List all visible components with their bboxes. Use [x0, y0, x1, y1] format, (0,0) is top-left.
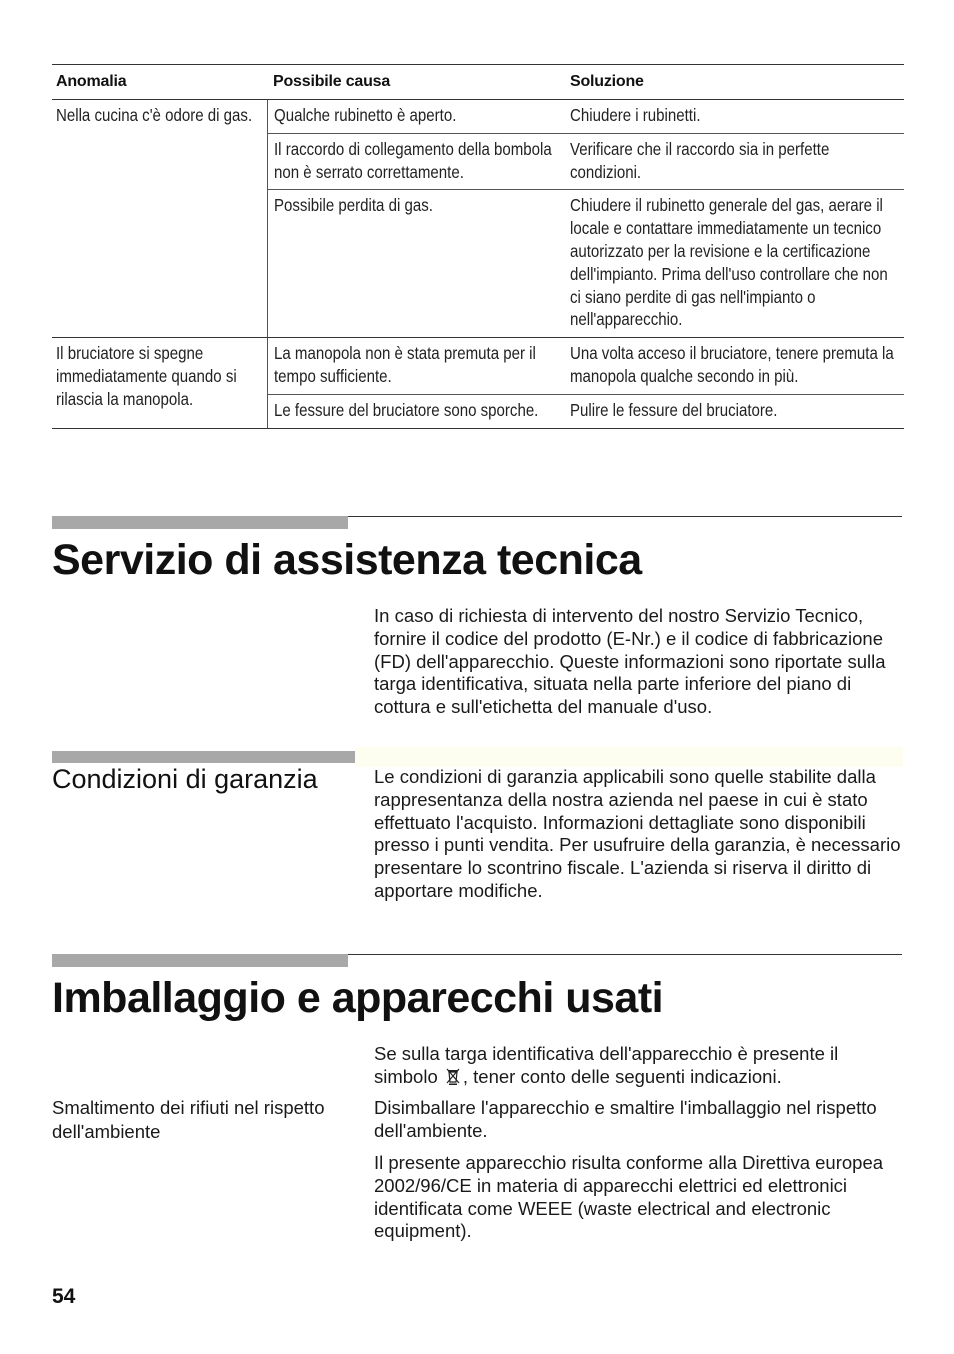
cause-text: Le fessure del bruciatore sono sporche. — [274, 399, 539, 420]
section-bar — [52, 516, 348, 529]
table-row — [267, 100, 904, 134]
table-group-gas-smell — [52, 100, 904, 338]
weee-bin-icon — [445, 1067, 461, 1085]
packaging-intro-after: , tener conto delle seguenti indicazioni. — [462, 1065, 782, 1087]
service-title: Servizio di assistenza tecnica — [52, 536, 642, 584]
troubleshooting-table — [52, 64, 904, 429]
table-row — [267, 190, 904, 337]
packaging-title: Imballaggio e apparecchi usati — [52, 974, 664, 1022]
table-group-burner-off — [52, 338, 904, 428]
warranty-text: Le condizioni di garanzia applicabili sono quelle stabilite dalla rappresentanza della nostra azienda nel paese in cui è stato effettuato l'acquisto. Informazioni dettagliate sono disponibili presso i punti vendita. Per usufruire della garanzia, è necessario presentare lo scontrino fiscale. L'azienda si riserva il diritto di apportare modifiche. — [374, 766, 901, 901]
header-anomaly: Anomalia — [56, 73, 127, 90]
table-row — [267, 134, 904, 191]
packaging-para-2: Il presente apparecchio risulta conforme alla Direttiva europea 2002/96/CE in materia di apparecchi elettrici ed elettronici identificata come WEEE (waste electrical and electronic equipment). — [374, 1152, 884, 1242]
cause-text: Il raccordo di collegamento della bombola non è serrato correttamente. — [274, 138, 552, 182]
cause-text: Qualche rubinetto è aperto. — [274, 105, 457, 125]
header-solution: Soluzione — [570, 73, 644, 90]
service-intro: In caso di richiesta di intervento del nostro Servizio Tecnico, fornire il codice del prodotto (E-Nr.) e il codice di fabbricazione (FD) dell'apparecchio. Queste informazioni sono riportate sulla targa identificativa, situata nella parte inferiore del piano di cottura e sull'etichetta del manuale d'uso. — [374, 605, 886, 718]
solution-text: Chiudere il rubinetto generale del gas, aerare il locale e contattare immediatamente un tecnico autorizzato per la revisione e la certificazione dell'impianto. Prima dell'uso controllare che non ci siano perdite di gas nell'impianto o nell'apparecchio. — [570, 195, 888, 330]
page-number: 54 — [52, 1285, 76, 1308]
table-row — [267, 338, 904, 395]
solution-text: Una volta acceso il bruciatore, tenere premuta la manopola qualche secondo in più. — [570, 343, 894, 386]
header-cause: Possibile causa — [273, 73, 391, 90]
solution-text: Pulire le fessure del bruciatore. — [570, 399, 778, 420]
packaging-para-1: Disimballare l'apparecchio e smaltire l'imballaggio nel rispetto dell'ambiente. — [374, 1097, 877, 1141]
cause-text: La manopola non è stata premuta per il tempo sufficiente. — [274, 343, 536, 386]
packaging-intro — [374, 1043, 904, 1089]
anomaly-text: Nella cucina c'è odore di gas. — [56, 105, 253, 125]
section-bar — [52, 954, 348, 967]
anomaly-text: Il bruciatore si spegne immediatamente quando si rilascia la manopola. — [56, 343, 237, 409]
cause-text: Possibile perdita di gas. — [274, 195, 433, 216]
warranty-title: Condizioni di garanzia — [52, 764, 318, 794]
solution-text: Verificare che il raccordo sia in perfette condizioni. — [570, 138, 830, 182]
anomaly-cell — [52, 100, 267, 337]
table-header-row — [52, 65, 904, 100]
section-divider — [348, 516, 902, 517]
subsection-bar — [52, 751, 355, 763]
highlight-band — [355, 747, 903, 767]
table-row — [267, 395, 904, 428]
anomaly-cell — [52, 338, 267, 427]
section-divider — [348, 954, 902, 955]
solution-text: Chiudere i rubinetti. — [570, 105, 701, 125]
packaging-intro-before: Se sulla targa identificativa dell'apparecchio è presente il simbolo — [374, 1043, 839, 1087]
disposal-label: Smaltimento dei rifiuti nel rispetto dell'ambiente — [52, 1097, 325, 1142]
